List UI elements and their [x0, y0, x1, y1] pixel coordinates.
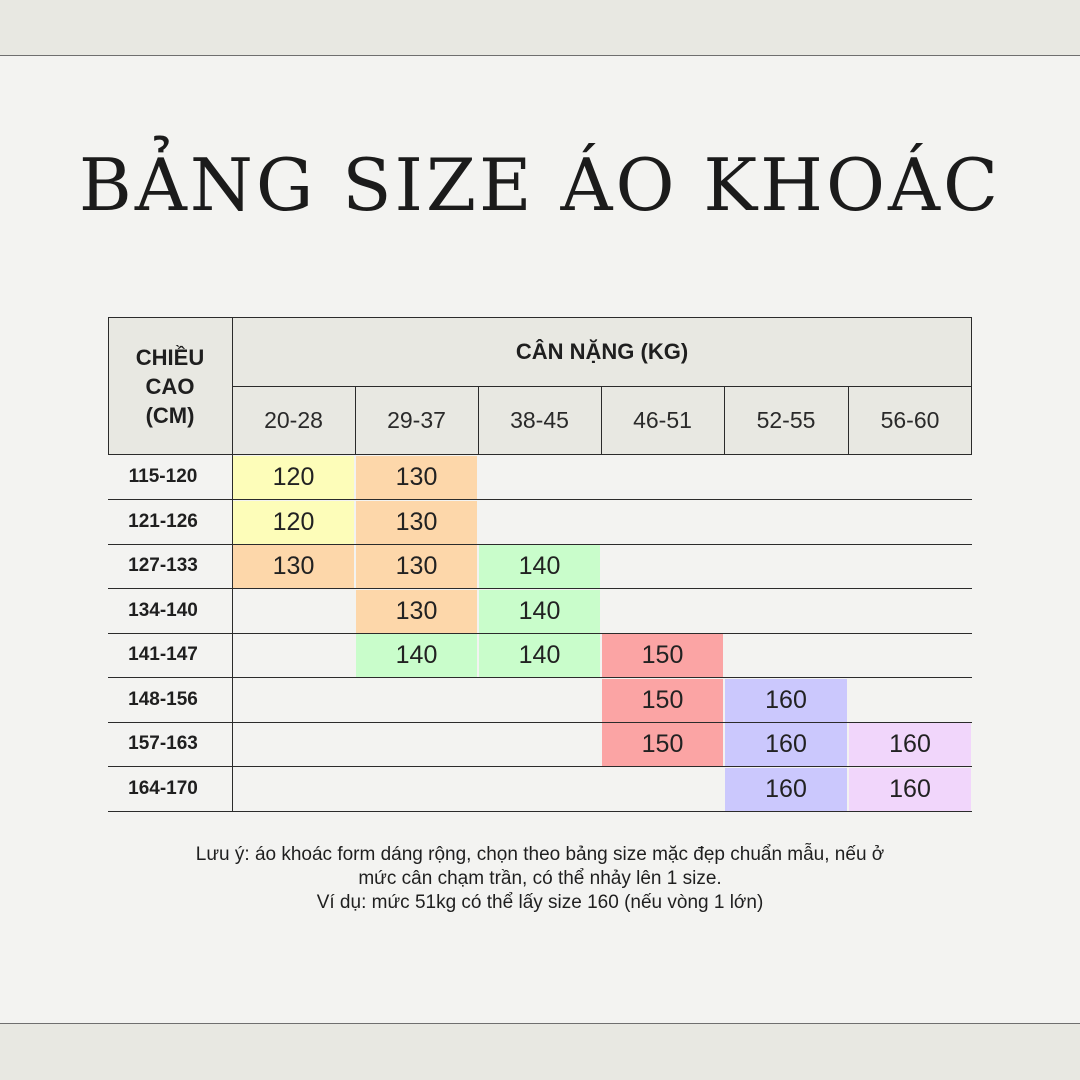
- header-divider: [601, 386, 602, 455]
- weight-range-header: 46-51: [633, 407, 692, 433]
- header-divider: [848, 386, 849, 455]
- height-range-label: 141-147: [128, 644, 198, 666]
- header-divider: [724, 386, 725, 455]
- height-range-label: 115-120: [128, 466, 198, 488]
- weight-range-header: 52-55: [756, 407, 816, 433]
- height-range-label: 148-156: [128, 688, 198, 710]
- weight-range-header: 56-60: [880, 407, 940, 433]
- size-cell: 130: [356, 501, 477, 545]
- height-range-label: 121-126: [128, 510, 198, 532]
- size-cell: 140: [356, 634, 477, 678]
- weight-range-header: 38-45: [510, 407, 569, 433]
- height-range-label: 127-133: [128, 555, 198, 577]
- size-cell: 160: [725, 768, 847, 812]
- size-table: [108, 317, 972, 811]
- size-cell: 150: [602, 634, 723, 678]
- size-cell: 160: [725, 723, 847, 767]
- size-cell: 160: [849, 723, 971, 767]
- row-divider: [108, 811, 972, 812]
- note-line: Ví dụ: mức 51kg có thể lấy size 160 (nếu vòng 1 lớn): [316, 892, 764, 913]
- page-title: BẢNG SIZE ÁO KHOÁC: [78, 143, 1002, 227]
- size-cell: 130: [356, 456, 477, 500]
- header-divider: [355, 386, 356, 455]
- size-note: [0, 843, 1080, 915]
- size-cell: 120: [233, 456, 354, 500]
- size-cell: 130: [356, 590, 477, 634]
- size-cell: 150: [602, 679, 723, 723]
- size-cell: 130: [356, 545, 477, 589]
- height-column-header: CHIỀU CAO (CM): [135, 344, 205, 428]
- size-cell: 160: [849, 768, 971, 812]
- weight-range-header: 20-28: [264, 407, 323, 433]
- note-line: Lưu ý: áo khoác form dáng rộng, chọn theo bảng size mặc đẹp chuẩn mẫu, nếu ở: [195, 844, 885, 865]
- size-cell: 160: [725, 679, 847, 723]
- note-line: mức cân chạm trần, có thể nhảy lên 1 size.: [358, 868, 722, 889]
- height-range-label: 134-140: [128, 599, 198, 621]
- size-cell: 140: [479, 590, 600, 634]
- height-range-label: 157-163: [128, 733, 198, 755]
- height-range-label: 164-170: [128, 777, 198, 799]
- weight-column-header: CÂN NẶNG (KG): [515, 338, 689, 364]
- size-cell: 140: [479, 634, 600, 678]
- header-divider: [478, 386, 479, 455]
- weight-range-header: 29-37: [387, 407, 446, 433]
- size-cell: 140: [479, 545, 600, 589]
- size-cell: 150: [602, 723, 723, 767]
- size-cell: 130: [233, 545, 354, 589]
- size-cell: 120: [233, 501, 354, 545]
